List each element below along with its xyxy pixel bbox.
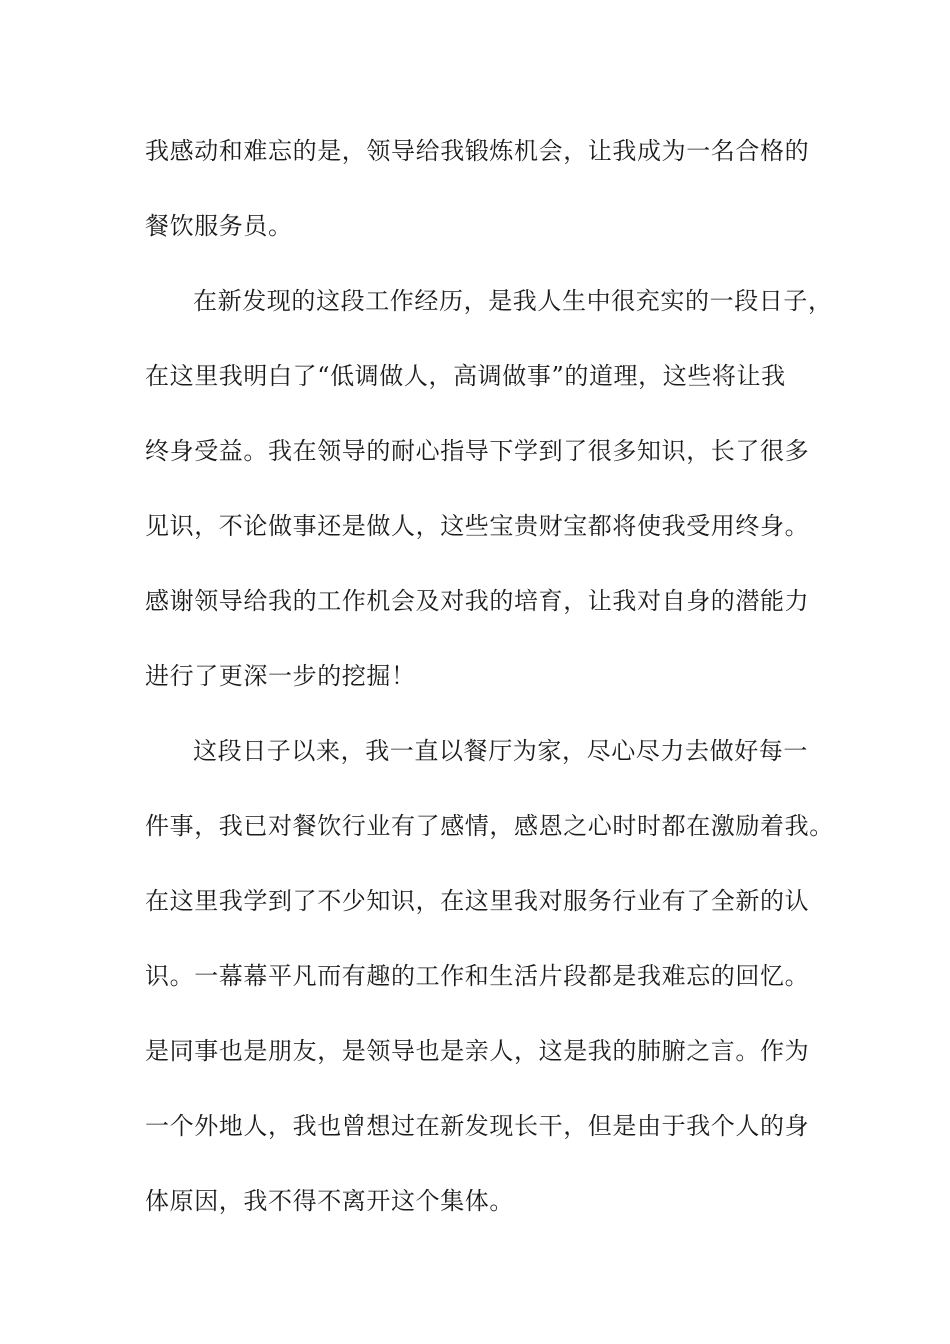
text-line: 体原因，我不得不离开这个集体。 [145, 1187, 514, 1215]
text-line: 是同事也是朋友，是领导也是亲人，这是我的肺腑之言。作为 [145, 1037, 810, 1065]
text-line: 识。一幕幕平凡而有趣的工作和生活片段都是我难忘的回忆。 [145, 962, 810, 990]
text-line: 餐饮服务员。 [145, 212, 293, 240]
paragraph-first-line: 在新发现的这段工作经历，是我人生中很充实的一段日子， [193, 287, 833, 315]
text-line: 一个外地人，我也曾想过在新发现长干，但是由于我个人的身 [145, 1112, 810, 1140]
text-line: 件事，我已对餐饮行业有了感情，感恩之心时时都在激励着我。 [145, 812, 834, 840]
text-line: 感谢领导给我的工作机会及对我的培育，让我对自身的潜能力 [145, 587, 810, 615]
text-line: 见识，不论做事还是做人，这些宝贵财宝都将使我受用终身。 [145, 512, 810, 540]
text-line: 我感动和难忘的是，领导给我锻炼机会，让我成为一名合格的 [145, 137, 810, 165]
text-line: 终身受益。我在领导的耐心指导下学到了很多知识，长了很多 [145, 437, 810, 465]
text-line: 进行了更深一步的挖掘！ [145, 662, 416, 690]
paragraph-first-line: 这段日子以来，我一直以餐厅为家，尽心尽力去做好每一 [193, 737, 808, 765]
text-line: 在这里我明白了“低调做人，高调做事”的道理，这些将让我 [145, 362, 786, 390]
text-line: 在这里我学到了不少知识，在这里我对服务行业有了全新的认 [145, 887, 810, 915]
